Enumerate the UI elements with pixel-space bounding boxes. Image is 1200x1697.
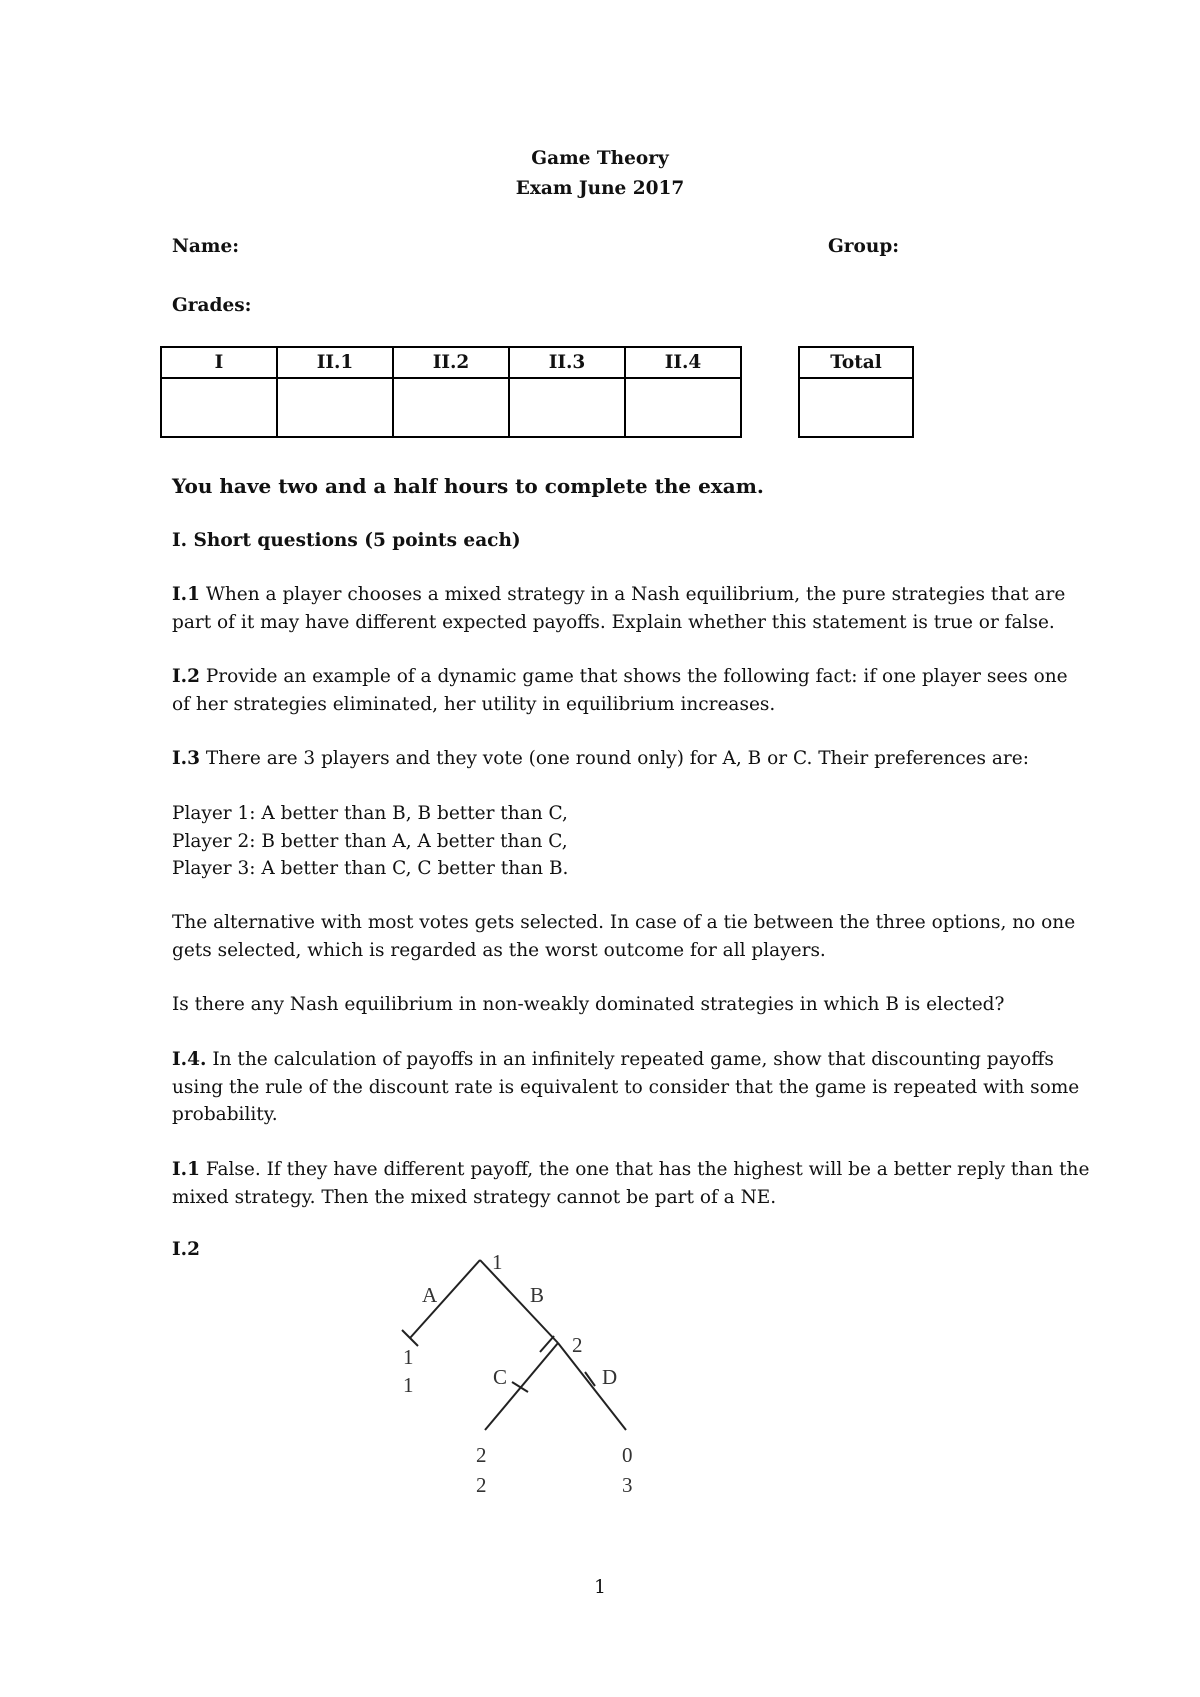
payoff-a-p2: 1 <box>403 1373 414 1397</box>
preference-item: Player 2: B better than A, A better than C, <box>172 830 568 852</box>
rule-text: gets selected, which is regarded as the worst outcome for all players. <box>172 939 826 961</box>
answer-text: False. If they have different payoff, the one that has the highest will be a better reply than the <box>205 1159 1090 1180</box>
grades-col-ii3: II.3 <box>509 347 625 378</box>
rule-text: The alternative with most votes gets selected. In case of a tie between the three options, no one <box>172 912 1076 933</box>
question-i1 <box>172 581 1066 636</box>
question-text: using the rule of the discount rate is equivalent to consider that the game is repeated with some <box>172 1076 1080 1098</box>
preference-item: Player 3: A better than C, C better than B. <box>172 858 569 879</box>
total-cell[interactable] <box>799 378 913 437</box>
question-text: Is there any Nash equilibrium in non-weakly dominated strategies in which B is elected? <box>172 994 1005 1015</box>
edge-label-b: B <box>530 1283 545 1307</box>
time-instructions: You have two and a half hours to complete the exam. <box>172 474 764 498</box>
answer-i2-label: I.2 <box>172 1239 200 1260</box>
voting-rule <box>172 909 1076 964</box>
total-table <box>798 346 914 438</box>
question-text: When a player chooses a mixed strategy in a Nash equilibrium, the pure strategies that are <box>205 584 1066 605</box>
grade-cell-i[interactable] <box>161 378 277 437</box>
preferences-list <box>172 800 1052 883</box>
payoff-d-p2: 3 <box>622 1473 633 1497</box>
question-text: probability. <box>172 1104 278 1125</box>
total-header: Total <box>799 347 913 378</box>
grades-col-ii2: II.2 <box>393 347 509 378</box>
question-label: I.1 <box>172 584 200 605</box>
grades-table-header <box>161 347 741 378</box>
node-player-1: 1 <box>492 1250 503 1274</box>
question-text: of her strategies eliminated, her utility in equilibrium increases. <box>172 693 776 715</box>
question-text: part of it may have different expected payoffs. Explain whether this statement is true or false. <box>172 611 1055 633</box>
payoff-c-p1: 2 <box>476 1443 487 1467</box>
group-label: Group: <box>828 236 900 257</box>
question-label: I.2 <box>172 666 200 687</box>
grades-table-row <box>161 378 741 437</box>
question-i3 <box>172 745 1052 773</box>
edge-label-c: C <box>493 1365 508 1389</box>
answer-text: mixed strategy. Then the mixed strategy cannot be part of a NE. <box>172 1186 777 1208</box>
payoff-c-p2: 2 <box>476 1473 487 1497</box>
payoff-d-p1: 0 <box>622 1443 633 1467</box>
edge-label-d: D <box>602 1365 618 1389</box>
node-player-2: 2 <box>572 1333 583 1357</box>
grades-col-ii4: II.4 <box>625 347 741 378</box>
question-i2 <box>172 663 1068 718</box>
question-label: I.3 <box>172 748 200 769</box>
payoff-a-p1: 1 <box>403 1345 414 1369</box>
question-label: I.4. <box>172 1049 207 1070</box>
tick-c <box>512 1382 528 1392</box>
game-tree-diagram <box>380 1240 680 1520</box>
grades-table <box>160 346 742 438</box>
grades-col-i: I <box>161 347 277 378</box>
grade-cell-ii2[interactable] <box>393 378 509 437</box>
preference-item: Player 1: A better than B, B better than C, <box>172 803 568 824</box>
page-number: 1 <box>594 1577 606 1598</box>
grade-cell-ii3[interactable] <box>509 378 625 437</box>
question-text: Provide an example of a dynamic game that shows the following fact: if one player sees one <box>205 666 1068 687</box>
answer-label: I.1 <box>172 1159 200 1180</box>
name-label: Name: <box>172 236 240 257</box>
question-i4 <box>172 1046 1080 1129</box>
edge-a <box>410 1260 480 1338</box>
question-i3-ask <box>172 991 1052 1019</box>
document-title: Game Theory <box>531 148 669 169</box>
document-subtitle: Exam June 2017 <box>515 178 685 199</box>
grade-cell-ii1[interactable] <box>277 378 393 437</box>
section-heading: I. Short questions (5 points each) <box>172 530 521 551</box>
question-text: In the calculation of payoffs in an infinitely repeated game, show that discounting payoffs <box>212 1049 1054 1070</box>
grades-label: Grades: <box>172 295 252 316</box>
edge-label-a: A <box>422 1283 438 1307</box>
answer-i1 <box>172 1156 1090 1211</box>
grades-col-ii1: II.1 <box>277 347 393 378</box>
question-text: There are 3 players and they vote (one round only) for A, B or C. Their preferences are: <box>205 748 1029 769</box>
grade-cell-ii4[interactable] <box>625 378 741 437</box>
